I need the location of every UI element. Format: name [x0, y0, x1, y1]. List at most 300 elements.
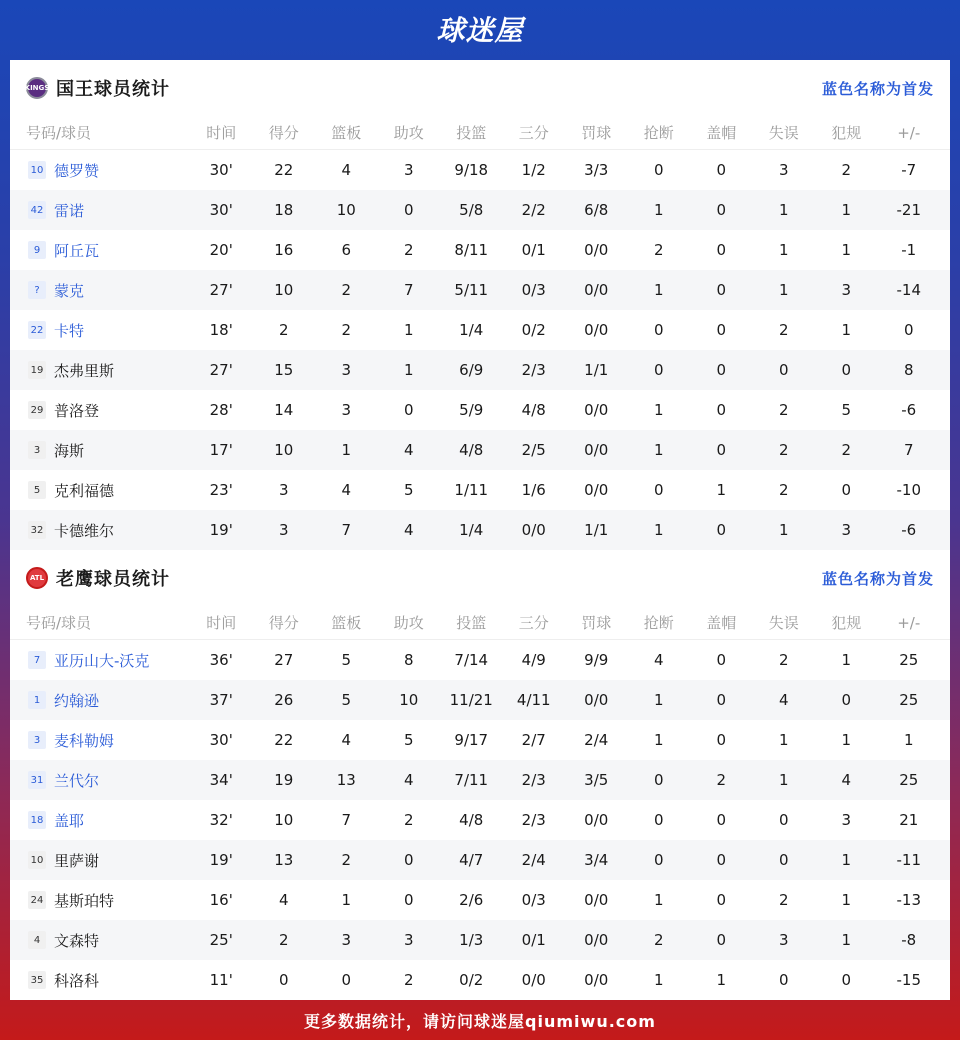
stat-cell: 0/0: [521, 971, 546, 989]
column-header: 罚球: [581, 614, 612, 632]
stat-cell: 2/6: [459, 891, 484, 909]
stat-cell: 0/0: [584, 481, 609, 499]
stat-cell: 2: [778, 321, 789, 339]
stat-cell: 0/0: [584, 281, 609, 299]
stat-cell: 2: [403, 241, 414, 259]
player-cell[interactable]: [10, 650, 190, 671]
team-title: 国王球员统计: [56, 79, 170, 100]
stat-cell: 1: [653, 441, 664, 459]
player-name[interactable]: 海斯: [54, 441, 85, 460]
stat-cell: 3: [278, 521, 289, 539]
player-cell[interactable]: [10, 400, 190, 421]
jersey-number: 3: [28, 441, 46, 459]
stat-cell: 14: [274, 401, 294, 419]
stat-cell: 5: [403, 481, 414, 499]
stat-cell: 1/4: [459, 521, 484, 539]
stat-cell: 1/6: [521, 481, 546, 499]
stat-cell: 22: [274, 731, 294, 749]
stat-cell: 0/0: [584, 441, 609, 459]
stat-cell: -21: [896, 201, 921, 219]
stat-cell: 21: [899, 811, 919, 829]
stat-cell: 0: [716, 651, 727, 669]
stats-panel: [10, 60, 950, 1000]
player-cell[interactable]: [10, 520, 190, 541]
player-row[interactable]: [10, 470, 950, 510]
column-header: 得分: [268, 124, 299, 142]
stat-cell: -6: [901, 521, 917, 539]
stat-cell: 1: [653, 201, 664, 219]
column-header: 投篮: [456, 124, 487, 142]
stat-cell: 4: [653, 651, 664, 669]
column-header: 失误: [768, 124, 799, 142]
stat-cell: 7: [341, 521, 352, 539]
column-header: 号码/球员: [26, 614, 92, 632]
stat-cell: 3: [778, 161, 789, 179]
footer-banner[interactable]: 更多数据统计，请访问球迷屋qiumiwu.com: [304, 1011, 656, 1031]
player-name[interactable]: 卡德维尔: [54, 521, 115, 540]
player-row[interactable]: [10, 230, 950, 270]
jersey-number: 10: [28, 161, 46, 179]
stat-cell: 16: [274, 241, 294, 259]
column-header: 号码/球员: [26, 124, 92, 142]
stat-cell: 2: [841, 441, 852, 459]
stat-cell: 2/3: [521, 771, 546, 789]
player-cell[interactable]: [10, 970, 190, 991]
jersey-number: 31: [28, 771, 46, 789]
stat-cell: 1: [341, 441, 352, 459]
player-cell[interactable]: [10, 850, 190, 871]
brand-logo: 球迷屋: [436, 14, 524, 47]
stat-cell: 1: [778, 241, 789, 259]
stat-cell: 2/7: [521, 731, 546, 749]
stat-cell: 25: [899, 771, 919, 789]
stat-cell: 7/11: [454, 771, 489, 789]
column-header: 篮板: [331, 124, 362, 142]
stat-cell: 0: [716, 731, 727, 749]
stat-cell: 1/1: [584, 521, 609, 539]
stat-cell: 1: [903, 731, 914, 749]
player-row[interactable]: [10, 960, 950, 1000]
player-row[interactable]: [10, 880, 950, 920]
player-name[interactable]: 杰弗里斯: [54, 361, 115, 380]
stat-cell: 3: [841, 281, 852, 299]
stat-cell: 27: [274, 651, 294, 669]
stat-cell: 7: [403, 281, 414, 299]
jersey-number: 42: [28, 201, 46, 219]
stat-cell: 27': [209, 361, 233, 379]
stat-cell: 1: [403, 361, 414, 379]
player-cell[interactable]: [10, 160, 190, 181]
player-name[interactable]: 文森特: [54, 931, 100, 950]
stat-cell: 2: [403, 971, 414, 989]
column-header: 罚球: [581, 124, 612, 142]
stat-cell: 0: [841, 481, 852, 499]
stat-cell: 0: [403, 851, 414, 869]
column-header: 犯规: [831, 124, 862, 142]
column-header-row: [10, 116, 950, 150]
jersey-number: 18: [28, 811, 46, 829]
jersey-number: ?: [28, 281, 46, 299]
stat-cell: 0: [716, 161, 727, 179]
player-name[interactable]: 克利福德: [54, 481, 115, 500]
stat-cell: 0: [278, 971, 289, 989]
stat-cell: 2: [778, 481, 789, 499]
stat-cell: 0: [778, 811, 789, 829]
jersey-number: 29: [28, 401, 46, 419]
stat-cell: 0/0: [584, 891, 609, 909]
stat-cell: 9/18: [454, 161, 489, 179]
stat-cell: -15: [896, 971, 921, 989]
stat-cell: 0: [716, 521, 727, 539]
player-name[interactable]: 基斯珀特: [54, 891, 115, 910]
team-section: [10, 60, 950, 550]
player-name[interactable]: 科洛科: [54, 971, 100, 990]
player-cell[interactable]: [10, 280, 190, 301]
player-row[interactable]: [10, 430, 950, 470]
stat-cell: 0: [653, 811, 664, 829]
stat-cell: 1: [778, 771, 789, 789]
stat-cell: 5: [403, 731, 414, 749]
stat-cell: 22: [274, 161, 294, 179]
stat-cell: 4: [341, 481, 352, 499]
stat-cell: 4/8: [459, 441, 484, 459]
column-header: 盖帽: [706, 614, 737, 632]
stat-cell: 2: [778, 651, 789, 669]
stat-cell: 3: [341, 361, 352, 379]
stat-cell: 2: [278, 321, 289, 339]
stat-cell: 2: [653, 931, 664, 949]
stat-cell: 28': [209, 401, 233, 419]
stat-cell: 0/0: [584, 931, 609, 949]
stat-cell: 0/0: [584, 691, 609, 709]
player-row[interactable]: [10, 920, 950, 960]
stat-cell: 19: [274, 771, 294, 789]
stat-cell: -11: [896, 851, 921, 869]
player-name[interactable]: 德罗赞: [54, 161, 100, 180]
stat-cell: 0: [653, 851, 664, 869]
stat-cell: 0/1: [521, 241, 546, 259]
team-section: [10, 550, 950, 1000]
stat-cell: 1: [841, 201, 852, 219]
stat-cell: 3: [278, 481, 289, 499]
stat-cell: 1: [653, 891, 664, 909]
stat-cell: 2/4: [521, 851, 546, 869]
section-title: [26, 565, 170, 591]
stat-cell: 1/11: [454, 481, 489, 499]
stat-cell: 1/3: [459, 931, 484, 949]
player-name[interactable]: 亚历山大-沃克: [54, 651, 150, 670]
player-name[interactable]: 卡特: [54, 321, 85, 340]
stat-cell: 1: [653, 521, 664, 539]
stat-cell: 2: [778, 441, 789, 459]
stat-cell: -7: [901, 161, 917, 179]
player-row[interactable]: [10, 640, 950, 680]
stat-cell: 4/7: [459, 851, 484, 869]
player-row[interactable]: [10, 310, 950, 350]
stat-cell: 36': [209, 651, 233, 669]
stat-cell: 13: [336, 771, 356, 789]
stat-cell: 10: [274, 281, 294, 299]
stat-cell: 11/21: [449, 691, 493, 709]
stat-cell: 4: [778, 691, 789, 709]
stat-cell: 0/2: [459, 971, 484, 989]
player-cell[interactable]: [10, 890, 190, 911]
stat-cell: 0: [653, 771, 664, 789]
stat-cell: 4: [278, 891, 289, 909]
stat-cell: 10: [336, 201, 356, 219]
stat-cell: -10: [896, 481, 921, 499]
jersey-number: 1: [28, 691, 46, 709]
column-header: 得分: [268, 614, 299, 632]
stat-cell: 6/9: [459, 361, 484, 379]
player-cell[interactable]: [10, 360, 190, 381]
stat-cell: 0: [653, 361, 664, 379]
jersey-number: 5: [28, 481, 46, 499]
stat-cell: 25': [209, 931, 233, 949]
stat-cell: 0: [841, 691, 852, 709]
stat-cell: 5: [841, 401, 852, 419]
player-cell[interactable]: [10, 690, 190, 711]
section-header: [10, 550, 950, 606]
column-header: 盖帽: [706, 124, 737, 142]
stat-cell: 3: [341, 931, 352, 949]
stat-cell: 26: [274, 691, 294, 709]
player-name[interactable]: 兰代尔: [54, 771, 100, 790]
stat-cell: 2: [778, 891, 789, 909]
stat-cell: 3: [403, 161, 414, 179]
stat-cell: 1: [841, 931, 852, 949]
stat-cell: 1: [716, 481, 727, 499]
player-name[interactable]: 雷诺: [54, 201, 85, 220]
stat-cell: 3/4: [584, 851, 609, 869]
stat-cell: 2/5: [521, 441, 546, 459]
stat-cell: 7/14: [454, 651, 489, 669]
stat-cell: 1: [778, 201, 789, 219]
stat-cell: 2/3: [521, 811, 546, 829]
player-row[interactable]: [10, 840, 950, 880]
player-cell[interactable]: [10, 440, 190, 461]
stat-cell: 1: [716, 971, 727, 989]
starter-note: 蓝色名称为首发: [821, 569, 934, 588]
player-cell[interactable]: [10, 200, 190, 221]
stat-cell: 4: [341, 161, 352, 179]
stat-cell: 4: [403, 441, 414, 459]
stat-cell: -1: [901, 241, 917, 259]
stat-cell: 27': [209, 281, 233, 299]
stat-cell: 6: [341, 241, 352, 259]
stat-cell: 30': [209, 201, 233, 219]
stat-cell: 0: [716, 201, 727, 219]
stat-cell: 2: [653, 241, 664, 259]
stat-cell: 4: [841, 771, 852, 789]
player-cell[interactable]: [10, 240, 190, 261]
player-row[interactable]: [10, 680, 950, 720]
stat-cell: 9/9: [584, 651, 609, 669]
stat-cell: 34': [209, 771, 233, 789]
stat-cell: 1: [653, 971, 664, 989]
column-header: 助攻: [393, 614, 424, 632]
player-cell[interactable]: [10, 480, 190, 501]
stat-cell: 2: [341, 851, 352, 869]
stat-cell: 3/5: [584, 771, 609, 789]
stat-cell: 1: [841, 851, 852, 869]
stat-cell: 4: [403, 521, 414, 539]
player-cell[interactable]: [10, 320, 190, 341]
stat-cell: 1: [841, 321, 852, 339]
stat-cell: 17': [209, 441, 233, 459]
stat-cell: 1: [841, 651, 852, 669]
stat-cell: 1/4: [459, 321, 484, 339]
column-header: 助攻: [393, 124, 424, 142]
stat-cell: 2: [841, 161, 852, 179]
column-header: 抢断: [643, 124, 674, 142]
stat-cell: 0: [716, 241, 727, 259]
stat-cell: 18': [209, 321, 233, 339]
stat-cell: 0: [716, 361, 727, 379]
hawks-logo-icon: ATL: [26, 567, 48, 589]
stat-cell: 0: [716, 401, 727, 419]
stat-cell: 5: [341, 651, 352, 669]
stat-cell: 0: [653, 161, 664, 179]
column-header: 三分: [518, 124, 549, 142]
stat-cell: 13: [274, 851, 294, 869]
stat-cell: 11': [209, 971, 233, 989]
stat-cell: 0: [716, 891, 727, 909]
stat-cell: 0: [403, 891, 414, 909]
jersey-number: 35: [28, 971, 46, 989]
player-name[interactable]: 盖耶: [54, 811, 85, 830]
stat-cell: 9/17: [454, 731, 489, 749]
player-cell[interactable]: [10, 930, 190, 951]
player-row[interactable]: [10, 270, 950, 310]
stat-cell: 30': [209, 161, 233, 179]
stat-cell: 2/3: [521, 361, 546, 379]
player-cell[interactable]: [10, 770, 190, 791]
jersey-number: 22: [28, 321, 46, 339]
stat-cell: 3: [778, 931, 789, 949]
stat-cell: 1: [841, 241, 852, 259]
stat-cell: 0/0: [584, 971, 609, 989]
stat-cell: 2: [403, 811, 414, 829]
stat-cell: 0/3: [521, 281, 546, 299]
stat-cell: 1: [653, 281, 664, 299]
player-name[interactable]: 蒙克: [54, 281, 85, 300]
jersey-number: 24: [28, 891, 46, 909]
stat-cell: 0: [716, 441, 727, 459]
stat-cell: 4/8: [521, 401, 546, 419]
stat-cell: 0/0: [584, 321, 609, 339]
jersey-number: 7: [28, 651, 46, 669]
stat-cell: 4: [403, 771, 414, 789]
player-row[interactable]: [10, 190, 950, 230]
stat-cell: 3: [403, 931, 414, 949]
stat-cell: 19': [209, 521, 233, 539]
stat-cell: 0/3: [521, 891, 546, 909]
section-title: [26, 75, 170, 101]
stat-cell: 0: [841, 361, 852, 379]
stat-cell: 1/1: [584, 361, 609, 379]
column-header: +/-: [897, 123, 921, 142]
stat-cell: 20': [209, 241, 233, 259]
column-header: 抢断: [643, 614, 674, 632]
column-header: 投篮: [456, 614, 487, 632]
stat-cell: 5: [341, 691, 352, 709]
player-row[interactable]: [10, 800, 950, 840]
stat-cell: 0/0: [521, 521, 546, 539]
column-header: 时间: [206, 124, 237, 142]
player-name[interactable]: 约翰逊: [54, 691, 100, 710]
stat-cell: 2: [341, 281, 352, 299]
stat-cell: 2/4: [584, 731, 609, 749]
stat-cell: 2: [778, 401, 789, 419]
player-name[interactable]: 普洛登: [54, 401, 100, 420]
stat-cell: 0: [903, 321, 914, 339]
stat-cell: 0/0: [584, 811, 609, 829]
stat-cell: 0: [778, 851, 789, 869]
stat-cell: 1: [653, 691, 664, 709]
stat-cell: 1: [653, 731, 664, 749]
stat-cell: 5/9: [459, 401, 484, 419]
stat-cell: 10: [274, 811, 294, 829]
jersey-number: 4: [28, 931, 46, 949]
stat-cell: 1: [341, 891, 352, 909]
stat-cell: 1: [778, 521, 789, 539]
column-header: 篮板: [331, 614, 362, 632]
jersey-number: 10: [28, 851, 46, 869]
stat-cell: 25: [899, 691, 919, 709]
column-header-row: [10, 606, 950, 640]
player-row[interactable]: [10, 760, 950, 800]
stat-cell: 3: [841, 811, 852, 829]
player-row[interactable]: [10, 510, 950, 550]
player-name[interactable]: 阿丘瓦: [54, 241, 100, 260]
jersey-number: 9: [28, 241, 46, 259]
stat-cell: 32': [209, 811, 233, 829]
stat-cell: 23': [209, 481, 233, 499]
player-cell[interactable]: [10, 730, 190, 751]
player-name[interactable]: 麦科勒姆: [54, 731, 115, 750]
player-cell[interactable]: [10, 810, 190, 831]
player-row[interactable]: [10, 350, 950, 390]
column-header: +/-: [897, 613, 921, 632]
player-row[interactable]: [10, 720, 950, 760]
stat-cell: -6: [901, 401, 917, 419]
stat-cell: 4/11: [516, 691, 551, 709]
stat-cell: 1/2: [521, 161, 546, 179]
stat-cell: 3/3: [584, 161, 609, 179]
stat-cell: 15: [274, 361, 294, 379]
column-header: 时间: [206, 614, 237, 632]
stat-cell: 0/2: [521, 321, 546, 339]
stat-cell: 2: [716, 771, 727, 789]
section-header: [10, 60, 950, 116]
player-name[interactable]: 里萨谢: [54, 851, 100, 870]
column-header: 失误: [768, 614, 799, 632]
stat-cell: 8: [903, 361, 914, 379]
stat-cell: 0: [716, 931, 727, 949]
column-header: 犯规: [831, 614, 862, 632]
stat-cell: 19': [209, 851, 233, 869]
stat-cell: 5/8: [459, 201, 484, 219]
player-row[interactable]: [10, 390, 950, 430]
stat-cell: 18: [274, 201, 294, 219]
stat-cell: 1: [778, 281, 789, 299]
stat-cell: 0: [341, 971, 352, 989]
stat-cell: 1: [841, 731, 852, 749]
stat-cell: -14: [896, 281, 921, 299]
stat-cell: 4/8: [459, 811, 484, 829]
player-row[interactable]: [10, 150, 950, 190]
